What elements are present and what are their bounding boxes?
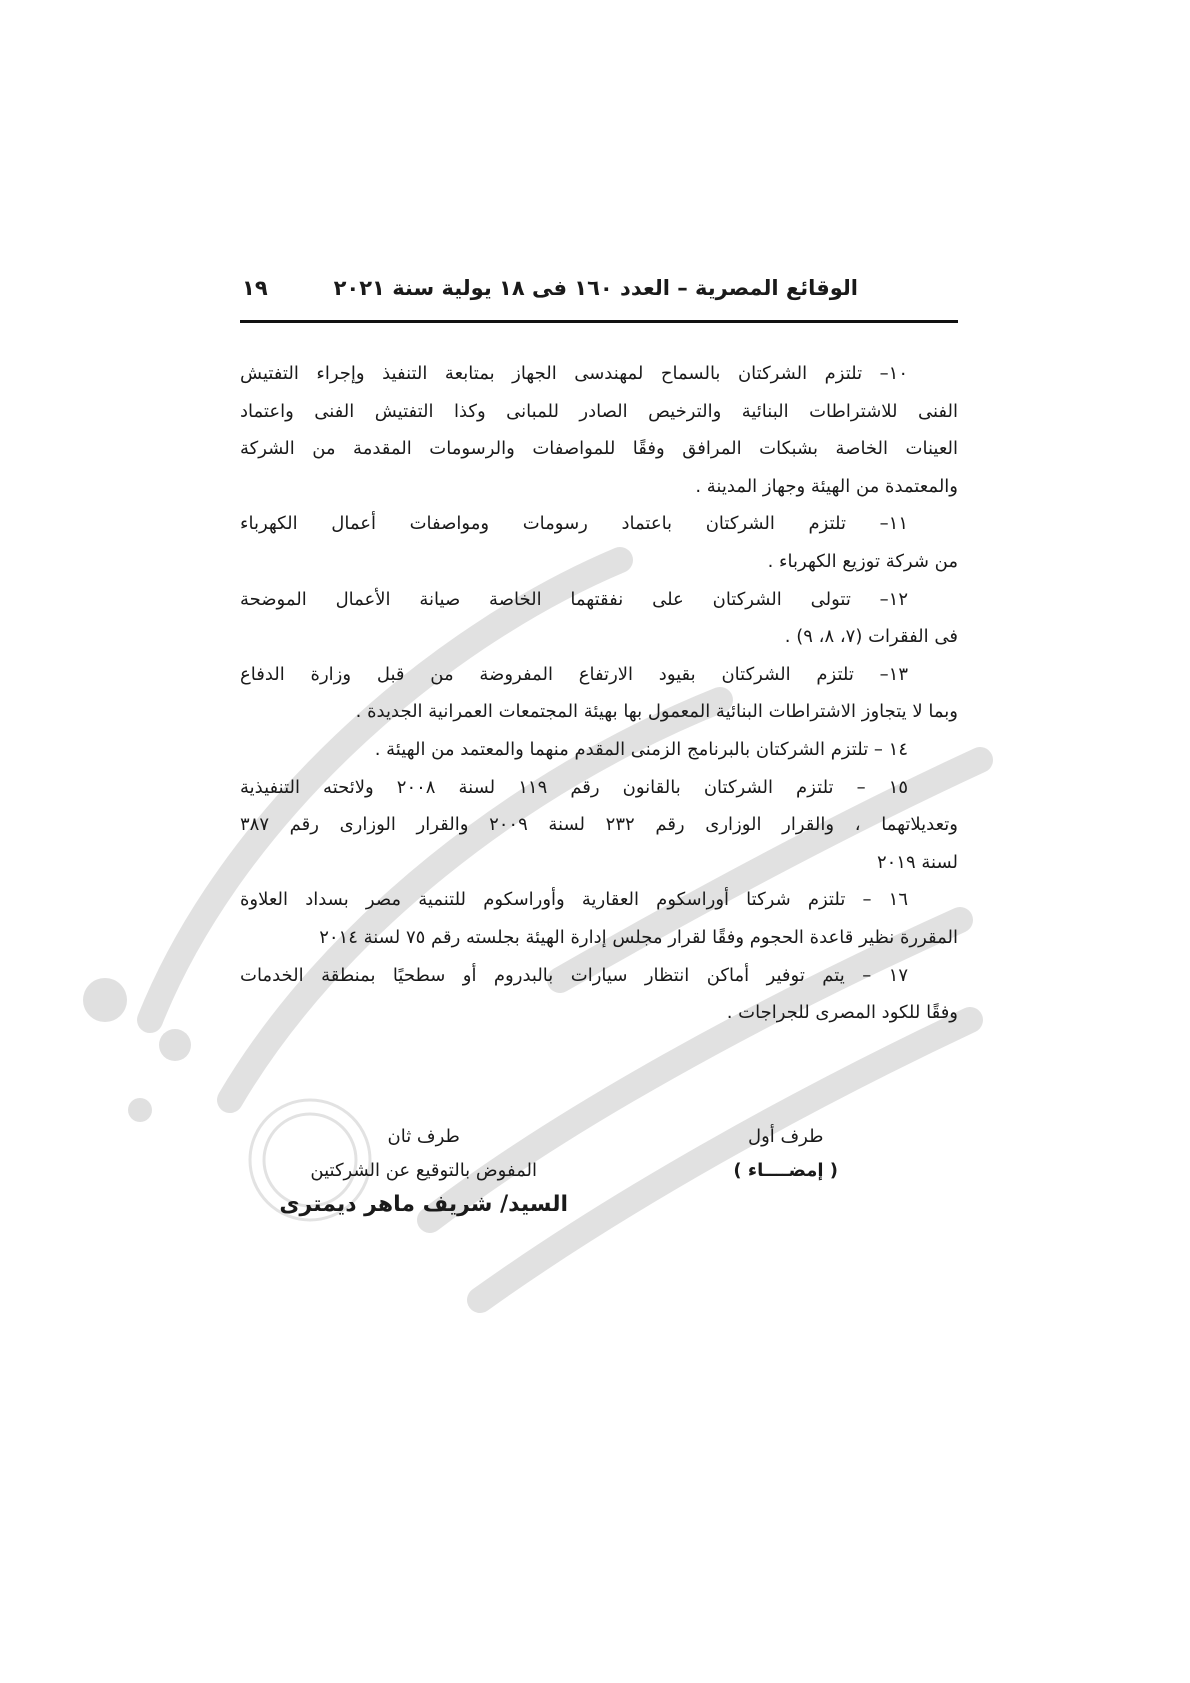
first-party-label: طرف أول: [747, 1126, 824, 1147]
clause-11: [240, 505, 958, 580]
text-line: وتعديلاتهما ، والقرار الوزارى رقم ٢٣٢ لسنة ٢٠٠٩ والقرار الوزارى رقم ٣٨٧: [240, 814, 958, 836]
clause-15: [240, 769, 958, 882]
text-line: ١٠– تلتزم الشركتان بالسماح لمهندسى الجهاز بمتابعة التنفيذ وإجراء التفتيش: [240, 363, 908, 384]
text-line: الفنى للاشتراطات البنائية والترخيص الصادر للمبانى وكذا التفتيش الفنى واعتماد: [240, 400, 958, 422]
text-line: ١٤ – تلتزم الشركتان بالبرنامج الزمنى المقدم منهما والمعتمد من الهيئة .: [374, 738, 908, 760]
text-line: وفقًا للكود المصرى للجراجات .: [726, 1002, 958, 1024]
second-party-name: السيد/ شريف ماهر ديمترى: [279, 1192, 568, 1217]
text-line: من شركة توزيع الكهرباء .: [767, 550, 958, 572]
second-party-label: طرف ثان: [387, 1126, 460, 1147]
clause-14: [240, 731, 958, 769]
clause-16: [240, 881, 958, 956]
text-line: ١٣– تلتزم الشركتان بقيود الارتفاع المفروضة من قبل وزارة الدفاع: [240, 663, 908, 685]
text-line: العينات الخاصة بشبكات المرافق وفقًا للمواصفات والرسومات المقدمة من الشركة: [240, 438, 958, 460]
clause-17: [240, 957, 958, 1032]
text-line: ١٦ – تلتزم شركتا أوراسكوم العقارية وأوراسكوم للتنمية مصر بسداد العلاوة: [240, 889, 908, 911]
first-party-signature: ( إمضــــاء ): [733, 1160, 838, 1181]
clause-12: [240, 581, 958, 656]
document-body: [240, 355, 958, 1032]
text-line: والمعتمدة من الهيئة وجهاز المدينة .: [695, 475, 958, 497]
first-party: [733, 1120, 838, 1188]
second-party-role: المفوض بالتوقيع عن الشركتين: [310, 1160, 537, 1181]
text-line: ١٢– تتولى الشركتان على نفقتهما الخاصة صيانة الأعمال الموضحة: [240, 588, 908, 610]
clause-13: [240, 656, 958, 731]
clause-10: [240, 355, 958, 505]
gazette-title: الوقائع المصرية – العدد ١٦٠ فى ١٨ يولية سنة ٢٠٢١: [333, 276, 858, 300]
text-line: ١٥ – تلتزم الشركتان بالقانون رقم ١١٩ لسنة ٢٠٠٨ ولائحته التنفيذية: [240, 776, 909, 798]
signature-block: [240, 1120, 958, 1240]
text-line: ١١– تلتزم الشركتان باعتماد رسومات ومواصفات أعمال الكهرباء: [240, 513, 908, 535]
page-number: ١٩: [242, 276, 268, 300]
page-header: [240, 270, 958, 323]
text-line: المقررة نظير قاعدة الحجوم وفقًا لقرار مجلس إدارة الهيئة بجلسته رقم ٧٥ لسنة ٢٠١٤: [319, 926, 958, 948]
text-line: فى الفقرات (٧، ٨، ٩) .: [784, 626, 958, 648]
text-line: وبما لا يتجاوز الاشتراطات البنائية المعمول بها بهيئة المجتمعات العمرانية الجديدة .: [355, 701, 958, 723]
second-party: [279, 1120, 568, 1222]
text-line: لسنة ٢٠١٩: [876, 851, 958, 873]
text-line: ١٧ – يتم توفير أماكن انتظار سيارات بالبدروم أو سطحيًا بمنطقة الخدمات: [240, 964, 908, 986]
